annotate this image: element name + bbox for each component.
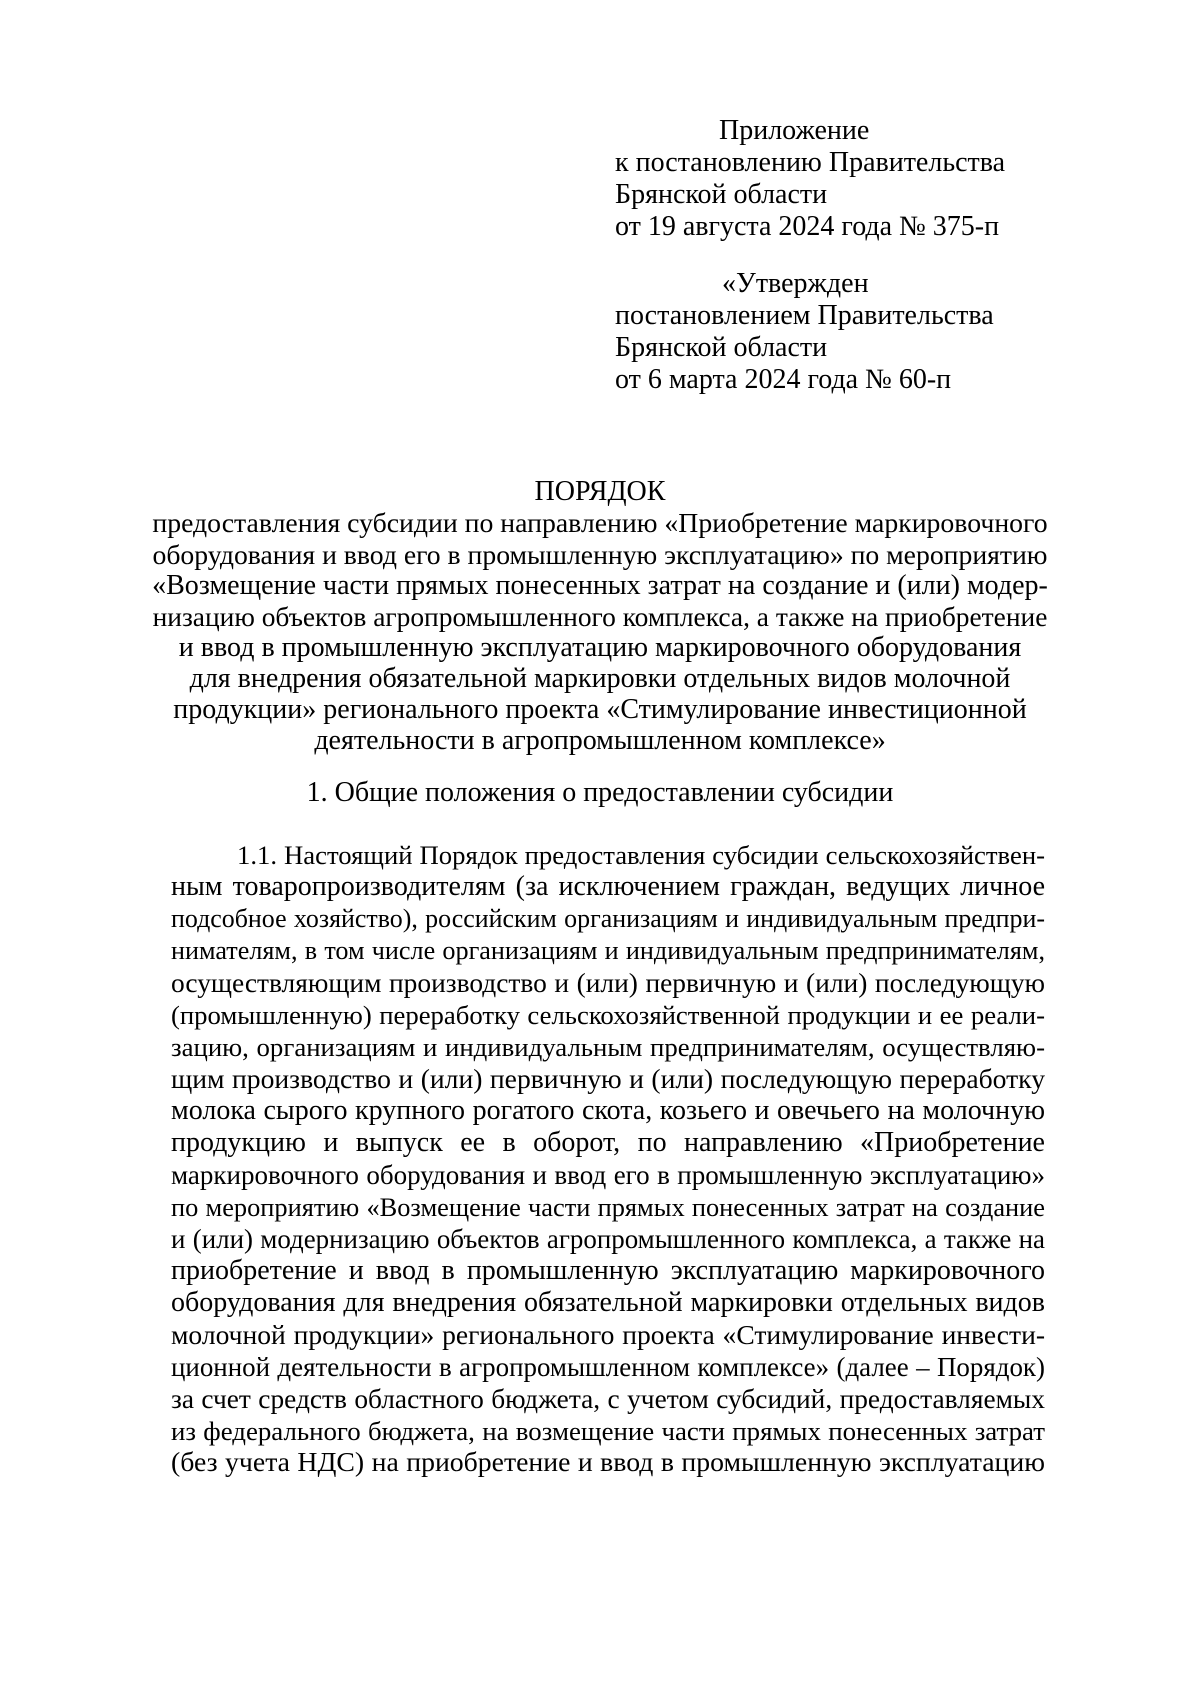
paragraph-line: маркировочного оборудования и ввод его в промышленную эксплуатацию» (171, 1160, 1045, 1190)
paragraph-line: (без учета НДС) на приобретение и ввод в промышленную эксплуатацию (171, 1447, 1045, 1478)
subtitle-line: низацию объектов агропромышленного комплекса, а также на приобретение (152, 602, 1048, 632)
paragraph-line: осуществляющим производство и (или) первичную и (или) последующую (171, 968, 1045, 998)
paragraph-line: молока сырого крупного рогатого скота, козьего и овечьего на молочную (171, 1095, 1045, 1126)
subtitle-line: для внедрения обязательной маркировки отдельных видов молочной (189, 663, 1011, 694)
paragraph-line: по мероприятию «Возмещение части прямых понесенных затрат на создание (171, 1192, 1045, 1222)
subtitle-line: оборудования и ввод его в промышленную эксплуатацию» по мероприятию (152, 539, 1048, 570)
subtitle-line: продукции» регионального проекта «Стимулирование инвестиционной (173, 694, 1027, 725)
subtitle-line: предоставления субсидии по направлению «Приобретение маркировочного (152, 508, 1048, 539)
appendix-line: к постановлению Правительства (615, 147, 1006, 178)
paragraph-line: из федерального бюджета, на возмещение части прямых понесенных затрат (171, 1416, 1045, 1446)
paragraph-line: приобретение и ввод в промышленную эксплуатацию маркировочного (171, 1255, 1045, 1286)
approved-line: Брянской области (615, 332, 828, 363)
paragraph-line: нимателям, в том числе организациям и индивидуальным предпринимателям, (171, 936, 1045, 965)
approved-line: постановлением Правительства (615, 300, 994, 331)
document-subtitle (150, 508, 1050, 756)
paragraph-line: молочной продукции» регионального проекта «Стимулирование инвести- (171, 1319, 1045, 1350)
approved-title: «Утвержден (722, 268, 869, 299)
document-title: ПОРЯДОК (534, 476, 666, 507)
paragraph-line: ным товаропроизводителям (за исключением граждан, ведущих личное (171, 871, 1045, 902)
paragraph-line: (промышленную) переработку сельскохозяйственной продукции и ее реали- (171, 1000, 1045, 1030)
paragraph-line: подсобное хозяйство), российским организациям и индивидуальным предпри- (171, 904, 1045, 933)
appendix-line: Брянской области (615, 179, 828, 210)
paragraph-line: 1.1. Настоящий Порядок предоставления субсидии сельскохозяйствен- (237, 840, 1045, 870)
appendix-title: Приложение (719, 115, 870, 146)
paragraph-line: продукцию и выпуск ее в оборот, по направлению «Приобретение (171, 1127, 1045, 1158)
paragraph-line: оборудования для внедрения обязательной маркировки отдельных видов (171, 1287, 1045, 1318)
section-heading: 1. Общие положения о предоставлении субсидии (306, 777, 894, 808)
paragraph-line: за счет средств областного бюджета, с учетом субсидий, предоставляемых (171, 1384, 1045, 1414)
paragraph-line: зацию, организациям и индивидуальным предпринимателям, осуществляю- (171, 1032, 1045, 1062)
document-title-block (150, 476, 1050, 508)
section-paragraph (171, 839, 1045, 1479)
subtitle-line: и ввод в промышленную эксплуатацию маркировочного оборудования (178, 632, 1022, 663)
paragraph-line: щим производство и (или) первичную и (или) последующую переработку (171, 1063, 1045, 1094)
subtitle-line: «Возмещение части прямых понесенных затрат на создание и (или) модер- (152, 570, 1048, 601)
subtitle-line: деятельности в агропромышленном комплексе» (314, 725, 886, 756)
paragraph-line: ционной деятельности в агропромышленном комплексе» (далее – Порядок) (171, 1352, 1045, 1382)
paragraph-line: и (или) модернизацию объектов агропромышленного комплекса, а также на (171, 1224, 1045, 1254)
approved-date-line: от 6 марта 2024 года № 60-п (615, 364, 952, 395)
appendix-date-line: от 19 августа 2024 года № 375-п (615, 211, 1000, 242)
section-heading-block (150, 777, 1050, 808)
